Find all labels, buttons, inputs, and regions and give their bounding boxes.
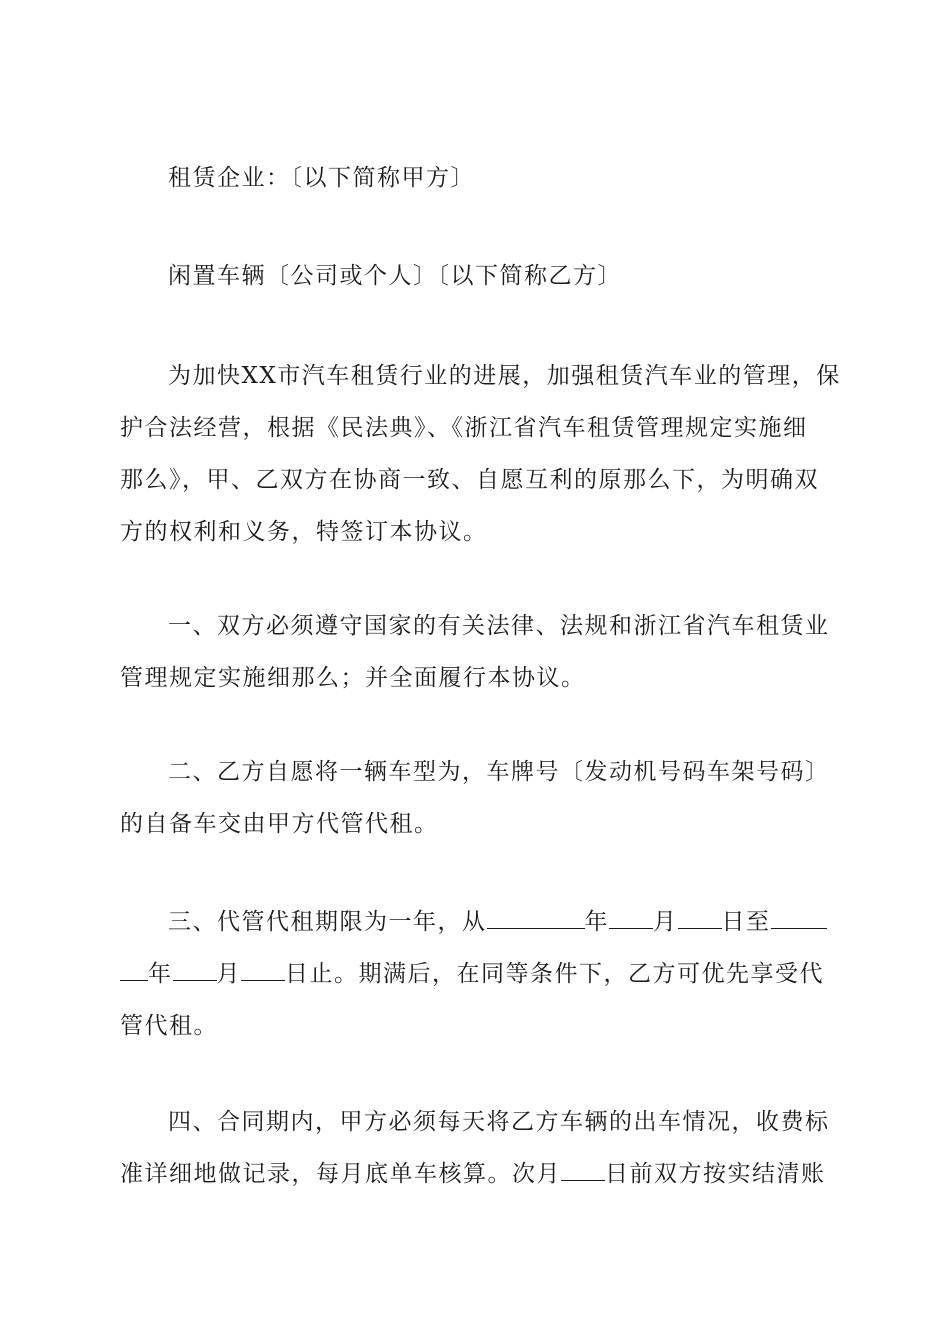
- party-b-line: [120, 250, 832, 302]
- clause-4-suffix: 日前双方按实结清账: [605, 1161, 826, 1187]
- blank-end-day-field[interactable]: [241, 958, 285, 981]
- clause-3-line: [120, 896, 832, 948]
- blank-day-field[interactable]: [678, 906, 722, 929]
- clause-3-prefix: 三、代管代租期限为一年，从: [168, 909, 487, 935]
- preamble-line: 方的权利和义务，特签订本协议。: [120, 519, 488, 545]
- clause-4-line: [120, 1148, 832, 1200]
- clause-3-paragraph: [120, 896, 832, 1052]
- preamble-paragraph: [120, 350, 841, 558]
- preamble-line: 护合法经营，根据《民法典》、《浙江省汽车租赁管理规定实施细: [120, 415, 808, 441]
- clause-1-line: 一、双方必须遵守国家的有关法律、法规和浙江省汽车租赁业: [168, 613, 830, 639]
- clause-4-line: 四、合同期内，甲方必须每天将乙方车辆的出车情况，收费标: [168, 1109, 830, 1135]
- clause-4-paragraph: [120, 1096, 832, 1200]
- clause-2-line: 二、乙方自愿将一辆车型为，车牌号〔发动机号码车架号码〕: [168, 759, 830, 785]
- blank-end-year-field[interactable]: [771, 906, 827, 929]
- party-a-text: 租赁企业：〔以下简称甲方〕: [168, 165, 475, 191]
- party-b-text: 闲置车辆〔公司或个人〕〔以下简称乙方〕: [168, 263, 622, 289]
- preamble-line: 那么》，甲、乙双方在协商一致、自愿互利的原那么下，为明确双: [120, 467, 819, 493]
- blank-settle-day-field[interactable]: [561, 1158, 605, 1181]
- blank-end-year-field-cont[interactable]: [120, 958, 148, 981]
- clause-3-rest: 日止。期满后，在同等条件下，乙方可优先享受代: [285, 961, 824, 987]
- unit-month: 月: [653, 909, 678, 935]
- unit-year: 年: [148, 961, 173, 987]
- clause-3-line: 管代租。: [120, 1013, 218, 1039]
- party-a-line: [120, 152, 832, 204]
- clause-4-prefix: 准详细地做记录，每月底单车核算。次月: [120, 1161, 561, 1187]
- clause-3-line: [120, 948, 832, 1000]
- preamble-line: 为加快XX市汽车租赁行业的进展，加强租赁汽车业的管理，保: [168, 363, 841, 389]
- unit-month: 月: [216, 961, 241, 987]
- clause-2-paragraph: [120, 746, 832, 850]
- blank-end-month-field[interactable]: [173, 958, 217, 981]
- unit-year: 年: [584, 909, 609, 935]
- blank-month-field[interactable]: [609, 906, 653, 929]
- blank-year-field[interactable]: [487, 906, 585, 929]
- clause-1-line: 管理规定实施细那么；并全面履行本协议。: [120, 665, 586, 691]
- clause-2-line: 的自备车交由甲方代管代租。: [120, 811, 439, 837]
- unit-day-to: 日至: [721, 909, 771, 935]
- clause-1-paragraph: [120, 600, 832, 704]
